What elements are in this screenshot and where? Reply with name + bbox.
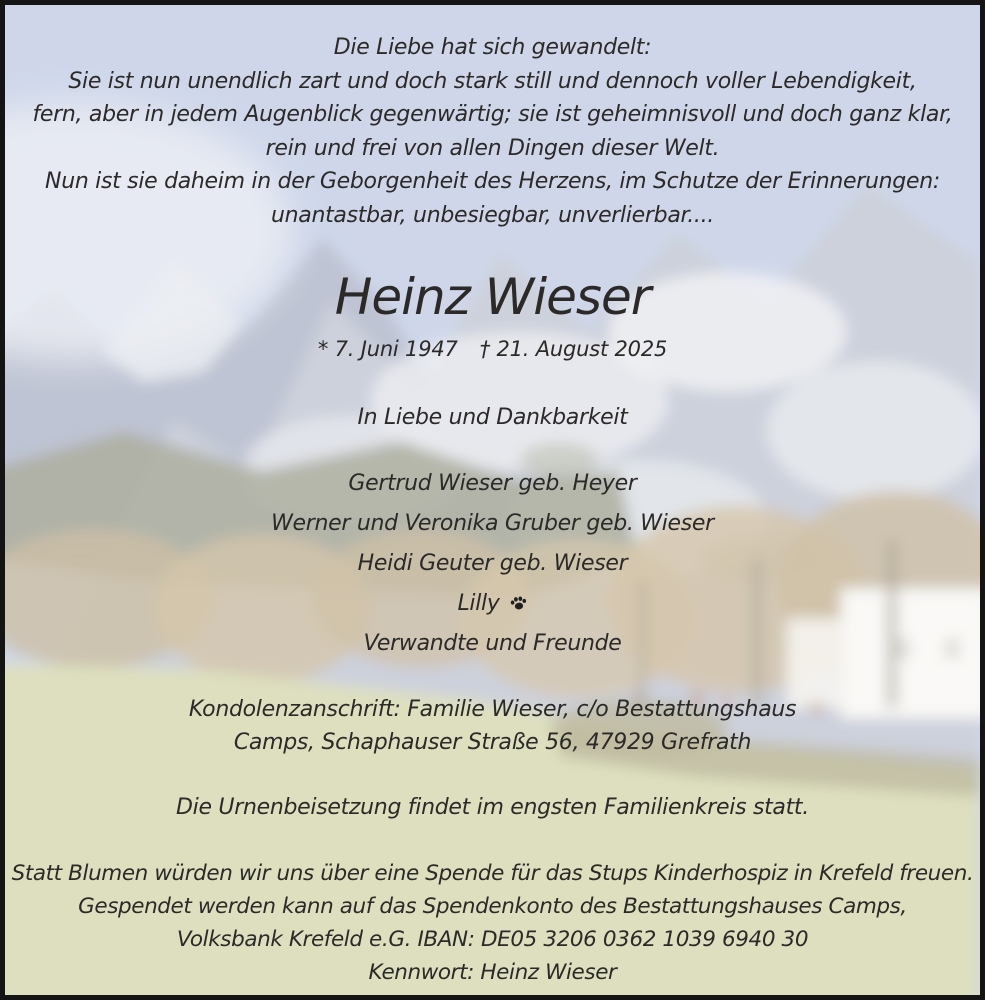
- condolence-address: [5, 693, 980, 759]
- donation-keyword-line: Kennwort: Heinz Wieser: [368, 960, 617, 985]
- epigraph-line: unantastbar, unbesiegbar, unverlierbar....: [270, 202, 715, 228]
- death-date: † 21. August 2025: [479, 337, 668, 361]
- epigraph: [5, 5, 980, 232]
- paw-icon: [509, 584, 528, 624]
- deceased-name: Heinz Wieser: [334, 268, 651, 326]
- condolence-line: Camps, Schaphauser Straße 56, 47929 Grefrath: [233, 730, 752, 755]
- donation-iban-line: Volksbank Krefeld e.G. IBAN: DE05 3206 0362 1039 6940 30: [176, 927, 809, 952]
- mourner-line: Heidi Geuter geb. Wieser: [357, 551, 628, 576]
- epigraph-line: fern, aber in jedem Augenblick gegenwärtig; sie ist geheimnisvoll und doch ganz klar,: [32, 102, 953, 127]
- pet-line: [5, 584, 980, 624]
- donation-line: Gespendet werden kann auf das Spendenkonto des Bestattungshauses Camps,: [78, 894, 907, 919]
- donation-line: Statt Blumen würden wir uns über eine Spende für das Stups Kinderhospiz in Krefeld freuen.: [11, 861, 974, 886]
- mourner-line: Gertrud Wieser geb. Heyer: [348, 471, 637, 496]
- mourners-list: [5, 464, 980, 664]
- birth-date: * 7. Juni 1947: [317, 337, 458, 361]
- epigraph-line: rein und frei von allen Dingen dieser Welt.: [265, 135, 720, 161]
- pet-name: Lilly: [457, 591, 500, 616]
- notice-content: [5, 5, 980, 989]
- epigraph-line: Die Liebe hat sich gewandelt:: [333, 35, 652, 60]
- mourner-line: Werner und Veronika Gruber geb. Wieser: [271, 511, 714, 536]
- condolence-line: Kondolenzanschrift: Familie Wieser, c/o Bestattungshaus: [188, 697, 797, 722]
- epigraph-line: Sie ist nun unendlich zart und doch stark still und dennoch voller Lebendigkeit,: [68, 68, 917, 94]
- life-dates: [5, 334, 980, 364]
- epigraph-line: Nun ist sie daheim in der Geborgenheit des Herzens, im Schutze der Erinnerungen:: [45, 169, 940, 194]
- burial-notice: Die Urnenbeisetzung findet im engsten Familienkreis statt.: [176, 795, 809, 820]
- relatives-line: Verwandte und Freunde: [363, 631, 622, 656]
- salutation-line: In Liebe und Dankbarkeit: [357, 405, 628, 430]
- donation-info: [5, 857, 980, 989]
